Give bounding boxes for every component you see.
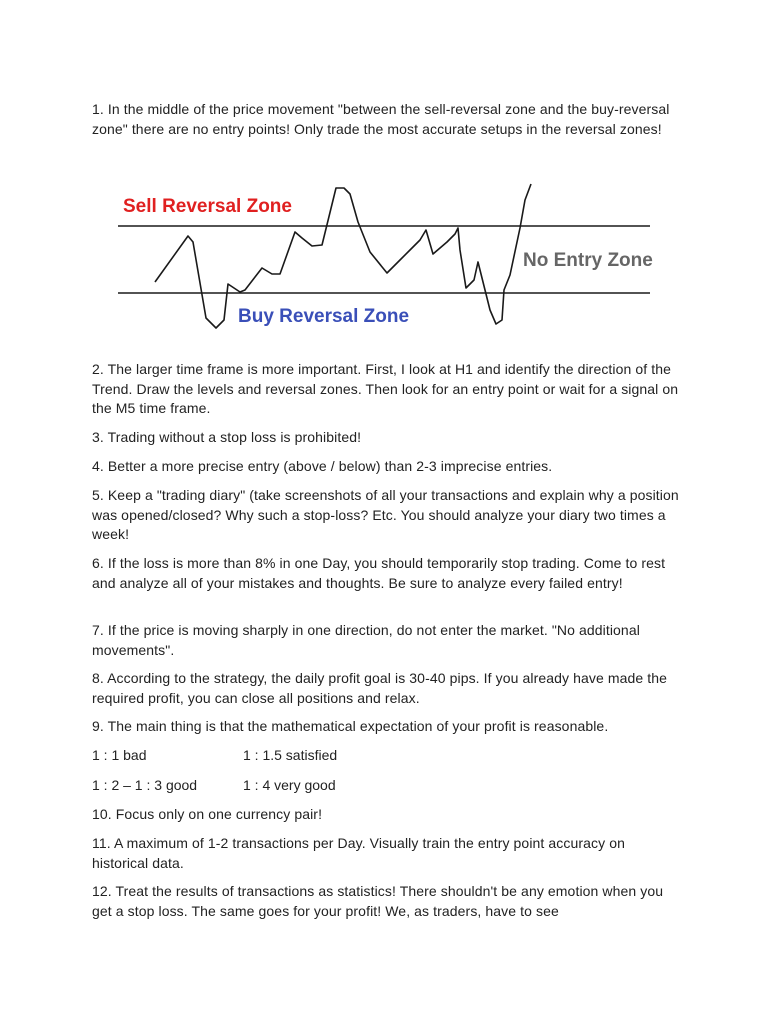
sell-reversal-zone-label: Sell Reversal Zone xyxy=(123,196,292,217)
rule-7: 7. If the price is moving sharply in one direction, do not enter the market. "No additional movements". xyxy=(92,622,640,658)
rule-10: 10. Focus only on one currency pair! xyxy=(92,806,323,822)
ratio-very-good: 1 : 4 very good xyxy=(243,777,336,793)
ratio-bad: 1 : 1 bad xyxy=(92,747,147,763)
reversal-zone-diagram xyxy=(0,170,768,340)
rule-6: 6. If the loss is more than 8% in one Day, you should temporarily stop trading. Come to rest and analyze all of your mistakes and thoughts. Be sure to analyze every failed entry! xyxy=(92,555,666,591)
rule-12: 12. Treat the results of transactions as statistics! There shouldn't be any emotion when you get a stop loss. The same goes for your profit! We, as traders, have to see xyxy=(92,883,664,919)
ratio-good: 1 : 2 – 1 : 3 good xyxy=(92,777,198,793)
buy-reversal-zone-label: Buy Reversal Zone xyxy=(238,306,410,327)
rule-4: 4. Better a more precise entry (above / below) than 2-3 imprecise entries. xyxy=(92,458,553,474)
no-entry-zone-label: No Entry Zone xyxy=(523,250,653,271)
rule-3: 3. Trading without a stop loss is prohibited! xyxy=(92,429,362,445)
rule-8: 8. According to the strategy, the daily profit goal is 30-40 pips. If you already have made the required profit, you can close all positions and relax. xyxy=(92,670,668,706)
intro-paragraph: 1. In the middle of the price movement "between the sell-reversal zone and the buy-reversal zone" there are no entry points! Only trade the most accurate setups in the reversal zones! xyxy=(92,101,670,137)
rule-2: 2. The larger time frame is more important. First, I look at H1 and identify the direction of the Trend. Draw the levels and reversal zones. Then look for an entry point or wait for a signal on the M5 time frame. xyxy=(92,361,679,416)
ratio-satisfied: 1 : 1.5 satisfied xyxy=(243,747,338,763)
rule-9: 9. The main thing is that the mathematical expectation of your profit is reasonable. xyxy=(92,718,609,734)
rule-11: 11. A maximum of 1-2 transactions per Day. Visually train the entry point accuracy on historical data. xyxy=(92,835,625,871)
rule-5: 5. Keep a "trading diary" (take screenshots of all your transactions and explain why a position was opened/closed? Why such a stop-loss? Etc. You should analyze your diary two times a week! xyxy=(92,487,679,542)
